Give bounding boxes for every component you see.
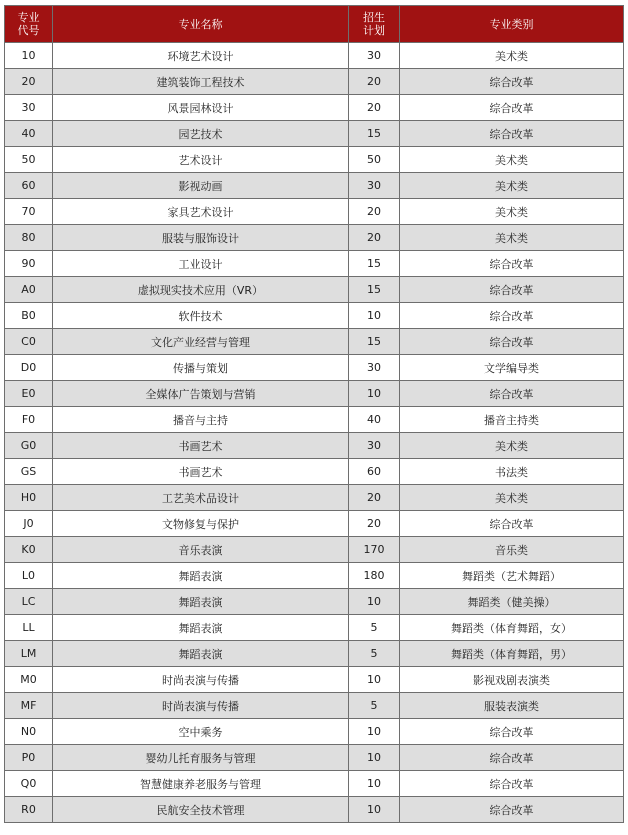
cell-major-category: 综合改革 xyxy=(400,771,624,797)
table-row xyxy=(5,563,624,589)
cell-major-code: MF xyxy=(5,693,53,719)
cell-major-category: 舞蹈类（艺术舞蹈） xyxy=(400,563,624,589)
table-row xyxy=(5,225,624,251)
cell-major-name: 时尚表演与传播 xyxy=(53,667,349,693)
cell-enrollment-plan: 40 xyxy=(349,407,400,433)
cell-enrollment-plan: 30 xyxy=(349,433,400,459)
table-row xyxy=(5,797,624,823)
table-header-row xyxy=(5,6,624,43)
table-row xyxy=(5,641,624,667)
cell-major-code: J0 xyxy=(5,511,53,537)
cell-major-category: 综合改革 xyxy=(400,719,624,745)
cell-major-name: 书画艺术 xyxy=(53,433,349,459)
cell-enrollment-plan: 15 xyxy=(349,329,400,355)
cell-enrollment-plan: 10 xyxy=(349,797,400,823)
cell-major-category: 综合改革 xyxy=(400,95,624,121)
cell-major-code: 20 xyxy=(5,69,53,95)
header-major-code: 专业 代号 xyxy=(5,6,53,43)
cell-enrollment-plan: 10 xyxy=(349,589,400,615)
cell-major-code: 90 xyxy=(5,251,53,277)
table-body xyxy=(5,43,624,823)
cell-enrollment-plan: 10 xyxy=(349,381,400,407)
header-major-name: 专业名称 xyxy=(53,6,349,43)
table-row xyxy=(5,433,624,459)
cell-major-code: L0 xyxy=(5,563,53,589)
cell-major-category: 书法类 xyxy=(400,459,624,485)
cell-major-name: 环境艺术设计 xyxy=(53,43,349,69)
cell-major-name: 软件技术 xyxy=(53,303,349,329)
enrollment-plan-table xyxy=(4,5,624,823)
cell-major-category: 美术类 xyxy=(400,43,624,69)
cell-major-name: 工业设计 xyxy=(53,251,349,277)
cell-major-name: 舞蹈表演 xyxy=(53,563,349,589)
cell-major-code: 80 xyxy=(5,225,53,251)
cell-major-category: 综合改革 xyxy=(400,277,624,303)
cell-major-category: 综合改革 xyxy=(400,329,624,355)
cell-major-code: LL xyxy=(5,615,53,641)
cell-major-code: LM xyxy=(5,641,53,667)
cell-major-category: 美术类 xyxy=(400,225,624,251)
cell-enrollment-plan: 60 xyxy=(349,459,400,485)
cell-major-name: 音乐表演 xyxy=(53,537,349,563)
table-row xyxy=(5,511,624,537)
enrollment-table-container xyxy=(4,5,623,823)
table-row xyxy=(5,459,624,485)
cell-major-code: R0 xyxy=(5,797,53,823)
cell-major-category: 综合改革 xyxy=(400,381,624,407)
cell-enrollment-plan: 5 xyxy=(349,615,400,641)
header-enrollment-plan: 招生 计划 xyxy=(349,6,400,43)
cell-major-code: GS xyxy=(5,459,53,485)
table-row xyxy=(5,147,624,173)
table-row xyxy=(5,771,624,797)
cell-major-name: 工艺美术品设计 xyxy=(53,485,349,511)
cell-enrollment-plan: 50 xyxy=(349,147,400,173)
table-row xyxy=(5,485,624,511)
cell-major-name: 民航安全技术管理 xyxy=(53,797,349,823)
cell-major-code: N0 xyxy=(5,719,53,745)
cell-enrollment-plan: 5 xyxy=(349,693,400,719)
cell-major-name: 书画艺术 xyxy=(53,459,349,485)
cell-major-category: 综合改革 xyxy=(400,745,624,771)
table-row xyxy=(5,69,624,95)
table-row xyxy=(5,43,624,69)
cell-enrollment-plan: 15 xyxy=(349,251,400,277)
cell-major-category: 美术类 xyxy=(400,199,624,225)
cell-major-code: LC xyxy=(5,589,53,615)
cell-major-code: E0 xyxy=(5,381,53,407)
cell-major-code: B0 xyxy=(5,303,53,329)
cell-enrollment-plan: 170 xyxy=(349,537,400,563)
table-row xyxy=(5,407,624,433)
table-row xyxy=(5,303,624,329)
cell-enrollment-plan: 20 xyxy=(349,95,400,121)
cell-enrollment-plan: 10 xyxy=(349,771,400,797)
cell-major-name: 艺术设计 xyxy=(53,147,349,173)
cell-enrollment-plan: 180 xyxy=(349,563,400,589)
cell-enrollment-plan: 20 xyxy=(349,485,400,511)
table-row xyxy=(5,745,624,771)
table-row xyxy=(5,173,624,199)
cell-major-name: 空中乘务 xyxy=(53,719,349,745)
cell-major-code: 30 xyxy=(5,95,53,121)
cell-major-code: G0 xyxy=(5,433,53,459)
cell-major-name: 全媒体广告策划与营销 xyxy=(53,381,349,407)
cell-major-category: 综合改革 xyxy=(400,251,624,277)
cell-major-name: 虚拟现实技术应用（VR） xyxy=(53,277,349,303)
table-row xyxy=(5,199,624,225)
table-row xyxy=(5,693,624,719)
table-row xyxy=(5,589,624,615)
cell-major-name: 家具艺术设计 xyxy=(53,199,349,225)
cell-enrollment-plan: 10 xyxy=(349,745,400,771)
cell-major-name: 舞蹈表演 xyxy=(53,589,349,615)
cell-major-category: 影视戏剧表演类 xyxy=(400,667,624,693)
table-row xyxy=(5,381,624,407)
cell-major-name: 建筑装饰工程技术 xyxy=(53,69,349,95)
cell-major-category: 美术类 xyxy=(400,173,624,199)
cell-major-name: 风景园林设计 xyxy=(53,95,349,121)
cell-major-name: 园艺技术 xyxy=(53,121,349,147)
cell-major-code: K0 xyxy=(5,537,53,563)
cell-enrollment-plan: 15 xyxy=(349,121,400,147)
cell-enrollment-plan: 20 xyxy=(349,69,400,95)
cell-enrollment-plan: 10 xyxy=(349,667,400,693)
cell-major-name: 婴幼儿托育服务与管理 xyxy=(53,745,349,771)
cell-major-name: 影视动画 xyxy=(53,173,349,199)
cell-major-code: 70 xyxy=(5,199,53,225)
table-row xyxy=(5,719,624,745)
cell-major-category: 综合改革 xyxy=(400,69,624,95)
cell-major-code: C0 xyxy=(5,329,53,355)
cell-major-category: 综合改革 xyxy=(400,797,624,823)
cell-major-code: H0 xyxy=(5,485,53,511)
cell-major-code: 40 xyxy=(5,121,53,147)
cell-enrollment-plan: 10 xyxy=(349,303,400,329)
table-row xyxy=(5,277,624,303)
cell-enrollment-plan: 30 xyxy=(349,173,400,199)
cell-major-code: 10 xyxy=(5,43,53,69)
cell-enrollment-plan: 10 xyxy=(349,719,400,745)
cell-enrollment-plan: 20 xyxy=(349,199,400,225)
table-row xyxy=(5,667,624,693)
table-row xyxy=(5,329,624,355)
cell-enrollment-plan: 15 xyxy=(349,277,400,303)
cell-major-name: 智慧健康养老服务与管理 xyxy=(53,771,349,797)
table-row xyxy=(5,251,624,277)
cell-major-code: Q0 xyxy=(5,771,53,797)
cell-major-name: 传播与策划 xyxy=(53,355,349,381)
cell-enrollment-plan: 20 xyxy=(349,511,400,537)
cell-major-category: 文学编导类 xyxy=(400,355,624,381)
cell-major-name: 文物修复与保护 xyxy=(53,511,349,537)
cell-major-code: M0 xyxy=(5,667,53,693)
cell-major-category: 舞蹈类（体育舞蹈，男） xyxy=(400,641,624,667)
cell-major-name: 舞蹈表演 xyxy=(53,641,349,667)
cell-major-code: F0 xyxy=(5,407,53,433)
cell-major-name: 播音与主持 xyxy=(53,407,349,433)
table-row xyxy=(5,355,624,381)
cell-major-code: 50 xyxy=(5,147,53,173)
cell-major-category: 美术类 xyxy=(400,485,624,511)
cell-major-code: 60 xyxy=(5,173,53,199)
cell-major-name: 服装与服饰设计 xyxy=(53,225,349,251)
header-major-category: 专业类别 xyxy=(400,6,624,43)
cell-major-code: A0 xyxy=(5,277,53,303)
cell-major-name: 文化产业经营与管理 xyxy=(53,329,349,355)
cell-major-category: 播音主持类 xyxy=(400,407,624,433)
cell-major-name: 舞蹈表演 xyxy=(53,615,349,641)
cell-major-category: 舞蹈类（健美操） xyxy=(400,589,624,615)
cell-major-category: 综合改革 xyxy=(400,511,624,537)
table-row xyxy=(5,537,624,563)
cell-major-category: 综合改革 xyxy=(400,121,624,147)
cell-enrollment-plan: 5 xyxy=(349,641,400,667)
cell-enrollment-plan: 20 xyxy=(349,225,400,251)
cell-major-name: 时尚表演与传播 xyxy=(53,693,349,719)
cell-major-category: 舞蹈类（体育舞蹈，女） xyxy=(400,615,624,641)
cell-major-category: 音乐类 xyxy=(400,537,624,563)
cell-major-category: 美术类 xyxy=(400,147,624,173)
cell-major-code: D0 xyxy=(5,355,53,381)
table-row xyxy=(5,121,624,147)
cell-major-category: 美术类 xyxy=(400,433,624,459)
cell-enrollment-plan: 30 xyxy=(349,43,400,69)
table-row xyxy=(5,95,624,121)
cell-major-code: P0 xyxy=(5,745,53,771)
table-row xyxy=(5,615,624,641)
cell-major-category: 服装表演类 xyxy=(400,693,624,719)
cell-enrollment-plan: 30 xyxy=(349,355,400,381)
cell-major-category: 综合改革 xyxy=(400,303,624,329)
